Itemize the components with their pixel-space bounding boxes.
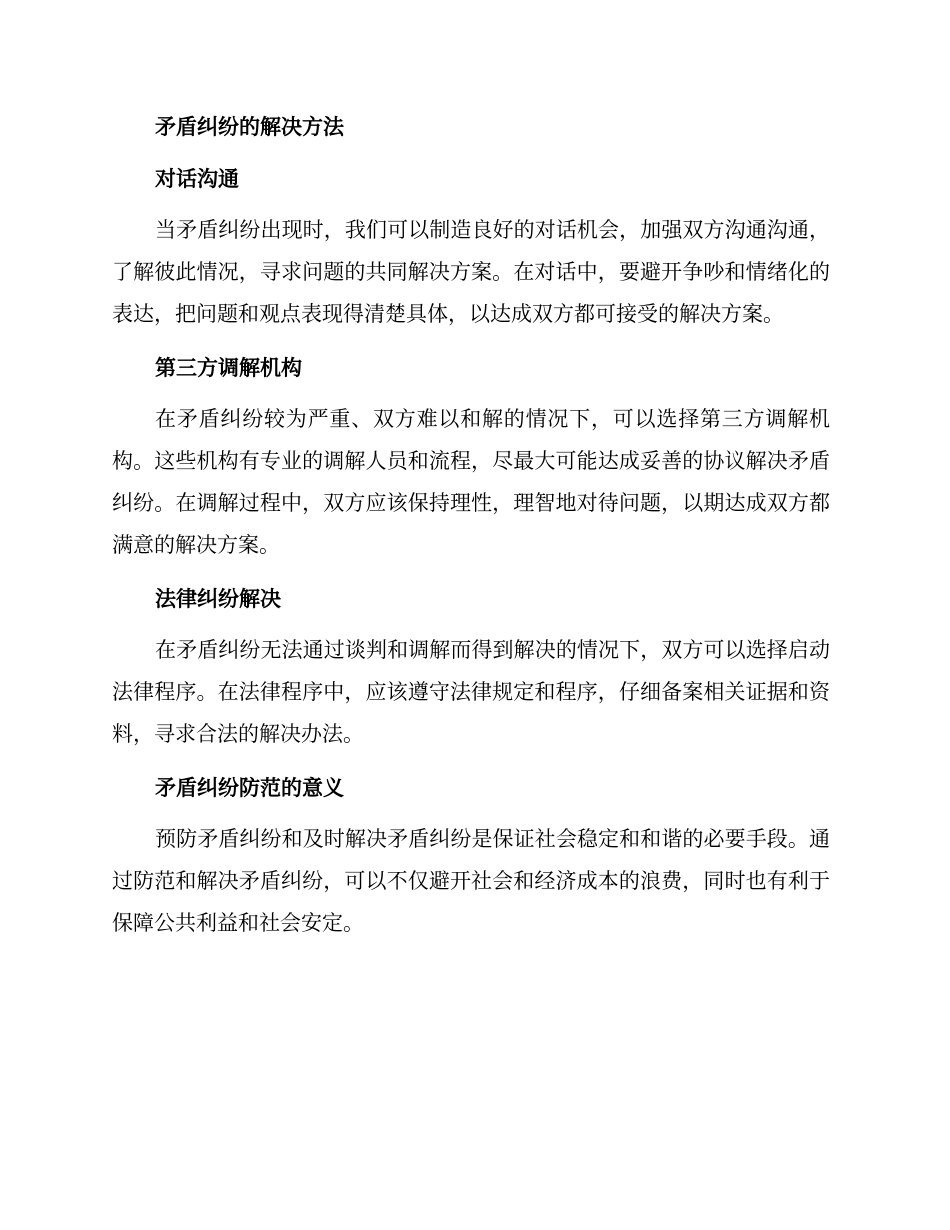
section-paragraph-prevention: 预防矛盾纠纷和及时解决矛盾纠纷是保证社会稳定和和谐的必要手段。通过防范和解决矛盾纠纷，可以不仅避开社会和经济成本的浪费，同时也有利于保障公共利益和社会安定。: [112, 827, 830, 935]
section-paragraph-legal: 在矛盾纠纷无法通过谈判和调解而得到解决的情况下，双方可以选择启动法律程序。在法律程序中，应该遵守法律规定和程序，仔细备案相关证据和资料，寻求合法的解决办法。: [112, 638, 830, 746]
section-paragraph-mediation: 在矛盾纠纷较为严重、双方难以和解的情况下，可以选择第三方调解机构。这些机构有专业的调解人员和流程，尽最大可能达成妥善的协议解决矛盾纠纷。在调解过程中，双方应该保持理性，理智地对待问题，以期达成双方都满意的解决方案。: [112, 407, 830, 557]
section-heading-legal: 法律纠纷解决: [155, 587, 281, 611]
page-title: 矛盾纠纷的解决方法: [155, 115, 344, 139]
section-heading-mediation: 第三方调解机构: [155, 356, 302, 380]
section-heading-dialogue: 对话沟通: [155, 167, 239, 191]
section-paragraph-dialogue: 当矛盾纠纷出现时，我们可以制造良好的对话机会，加强双方沟通沟通，了解彼此情况，寻求问题的共同解决方案。在对话中，要避开争吵和情绪化的表达，把问题和观点表现得清楚具体，以达成双方都可接受的解决方案。: [112, 218, 830, 326]
section-heading-prevention: 矛盾纠纷防范的意义: [155, 776, 344, 800]
document-body: [112, 108, 830, 944]
